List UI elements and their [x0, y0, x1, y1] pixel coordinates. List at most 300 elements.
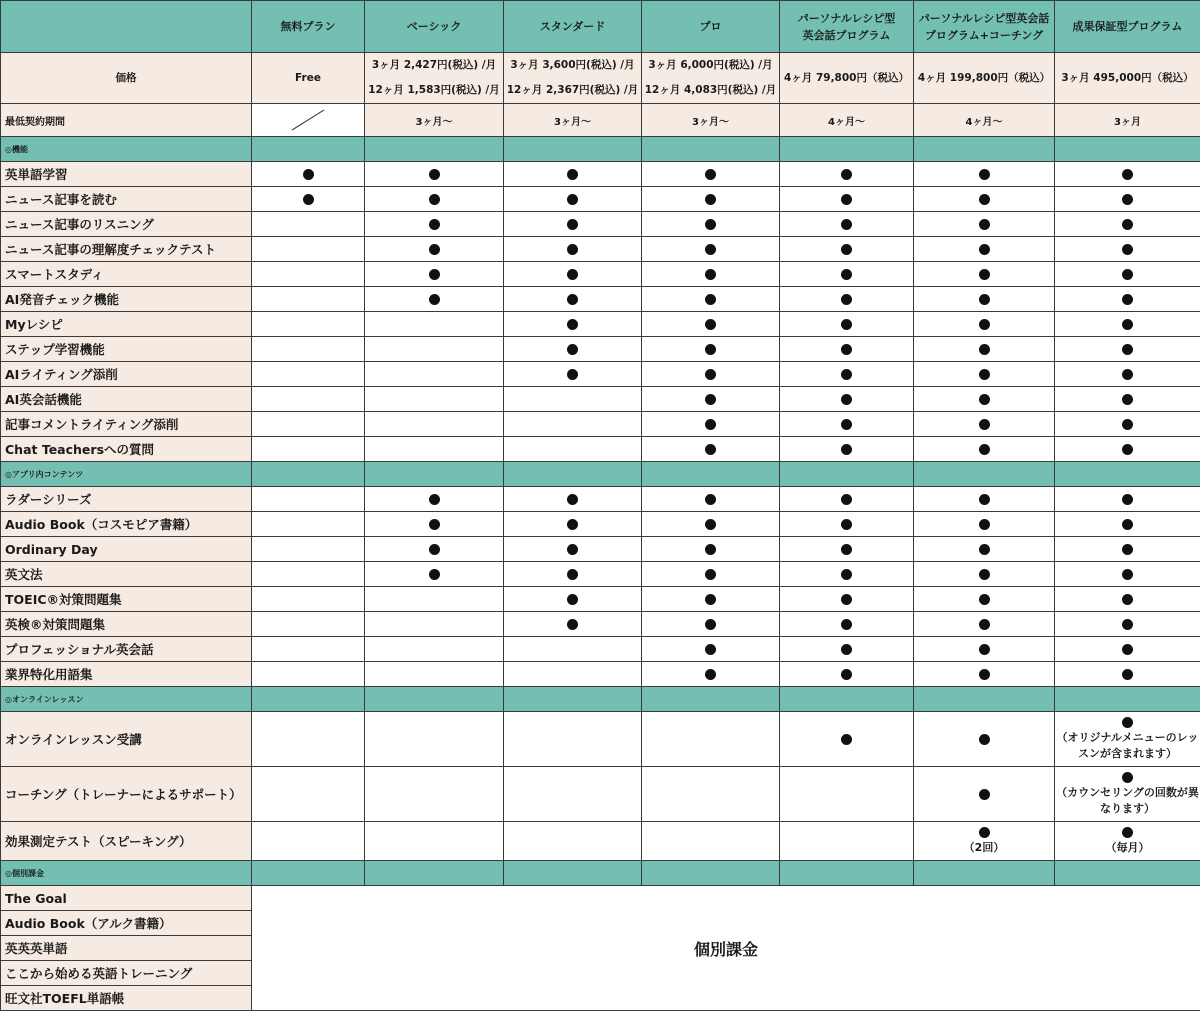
included-dot-icon — [841, 219, 852, 230]
included-dot-icon — [705, 569, 716, 580]
feature-cell — [1055, 162, 1200, 187]
feature-cell — [642, 712, 780, 767]
feature-label: 記事コメントライティング添削 — [1, 412, 252, 437]
included-dot-icon — [841, 519, 852, 530]
section-fill-cell — [914, 687, 1055, 712]
feature-cell — [642, 162, 780, 187]
feature-cell — [1055, 767, 1200, 822]
feature-cell — [642, 362, 780, 387]
section-header-row — [1, 462, 1200, 487]
feature-cell — [252, 587, 365, 612]
dot-wrap — [1055, 418, 1200, 430]
dot-wrap — [504, 318, 641, 330]
section-fill-cell — [365, 861, 504, 886]
feature-label: ニュース記事を読む — [1, 187, 252, 212]
included-dot-icon — [567, 344, 578, 355]
section-fill-cell — [780, 137, 914, 162]
section-fill-cell — [1055, 462, 1200, 487]
feature-cell — [252, 312, 365, 337]
dot-wrap — [780, 268, 913, 280]
feature-cell — [780, 612, 914, 637]
feature-label: Audio Book（コスモピア書籍） — [1, 512, 252, 537]
section-fill-cell — [780, 861, 914, 886]
dot-wrap — [914, 543, 1054, 555]
feature-cell — [504, 337, 642, 362]
price-results-guarantee: 3ヶ月 495,000円（税込） — [1055, 53, 1200, 104]
dot-wrap — [504, 518, 641, 530]
feature-cell — [504, 612, 642, 637]
table-row — [1, 822, 1200, 861]
dot-wrap — [780, 193, 913, 205]
feature-cell — [914, 587, 1055, 612]
price-personal-recipe-coaching: 4ヶ月 199,800円（税込） — [914, 53, 1055, 104]
included-dot-icon — [429, 244, 440, 255]
feature-cell — [504, 662, 642, 687]
feature-cell — [1055, 562, 1200, 587]
feature-cell — [252, 387, 365, 412]
feature-cell — [252, 437, 365, 462]
section-fill-cell — [504, 462, 642, 487]
dot-wrap — [365, 518, 503, 530]
feature-cell — [1055, 662, 1200, 687]
section-fill-cell — [780, 462, 914, 487]
min-term-label: 最低契約期間 — [1, 104, 252, 137]
feature-cell — [365, 612, 504, 637]
included-dot-icon — [429, 494, 440, 505]
price-pro: 3ヶ月 6,000円(税込) /月 12ヶ月 4,083円(税込) /月 — [642, 53, 780, 104]
table-row — [1, 162, 1200, 187]
feature-cell — [780, 487, 914, 512]
included-dot-icon — [979, 269, 990, 280]
feature-cell — [504, 362, 642, 387]
feature-cell — [504, 712, 642, 767]
included-dot-icon — [979, 619, 990, 630]
included-dot-icon — [429, 569, 440, 580]
included-dot-icon — [705, 619, 716, 630]
min-term-standard: 3ヶ月〜 — [504, 104, 642, 137]
feature-cell — [780, 712, 914, 767]
feature-cell — [504, 637, 642, 662]
table-row — [1, 387, 1200, 412]
included-dot-icon — [705, 219, 716, 230]
dot-wrap — [504, 218, 641, 230]
included-dot-icon — [841, 669, 852, 680]
feature-cell — [780, 822, 914, 861]
feature-cell — [365, 437, 504, 462]
dot-wrap — [780, 243, 913, 255]
dot-wrap — [780, 218, 913, 230]
individual-item-label: 英英英単語 — [1, 936, 252, 961]
dot-wrap — [780, 618, 913, 630]
section-fill-cell — [642, 861, 780, 886]
dot-wrap — [642, 368, 779, 380]
feature-cell — [365, 412, 504, 437]
included-dot-icon — [979, 369, 990, 380]
included-dot-icon — [979, 644, 990, 655]
included-dot-icon — [841, 294, 852, 305]
included-dot-icon — [1122, 369, 1133, 380]
section-fill-cell — [642, 462, 780, 487]
included-dot-icon — [841, 619, 852, 630]
feature-cell — [365, 162, 504, 187]
dot-wrap — [1055, 493, 1200, 505]
included-dot-icon — [705, 319, 716, 330]
included-dot-icon — [841, 644, 852, 655]
individual-item-label: Audio Book（アルク書籍） — [1, 911, 252, 936]
dot-wrap — [914, 788, 1054, 800]
feature-cell — [642, 337, 780, 362]
dot-wrap — [914, 243, 1054, 255]
included-dot-icon — [841, 319, 852, 330]
section-fill-cell — [365, 687, 504, 712]
included-dot-icon — [429, 294, 440, 305]
dot-wrap — [780, 568, 913, 580]
included-dot-icon — [705, 444, 716, 455]
included-dot-icon — [1122, 494, 1133, 505]
dot-wrap — [1055, 343, 1200, 355]
feature-note: （毎月） — [1105, 840, 1150, 854]
included-dot-icon — [979, 194, 990, 205]
feature-cell — [252, 287, 365, 312]
included-dot-icon — [841, 344, 852, 355]
dot-wrap — [365, 168, 503, 180]
feature-cell — [914, 262, 1055, 287]
feature-cell — [1055, 337, 1200, 362]
feature-cell — [252, 562, 365, 587]
feature-cell — [914, 412, 1055, 437]
dot-wrap — [914, 318, 1054, 330]
feature-cell — [642, 562, 780, 587]
section-title: ◎個別課金 — [1, 861, 252, 886]
plan-header-personal-recipe: パーソナルレシピ型 英会話プログラム — [780, 1, 914, 53]
feature-cell — [780, 562, 914, 587]
feature-cell — [642, 387, 780, 412]
included-dot-icon — [1122, 669, 1133, 680]
dot-wrap — [914, 218, 1054, 230]
dot-wrap — [642, 218, 779, 230]
feature-cell — [1055, 587, 1200, 612]
feature-label: AI発音チェック機能 — [1, 287, 252, 312]
feature-cell — [365, 767, 504, 822]
dot-wrap — [1055, 568, 1200, 580]
included-dot-icon — [1122, 644, 1133, 655]
table-row — [1, 337, 1200, 362]
included-dot-icon — [1122, 544, 1133, 555]
included-dot-icon — [979, 494, 990, 505]
table-row — [1, 262, 1200, 287]
included-dot-icon — [1122, 772, 1133, 783]
plan-header-free: 無料プラン — [252, 1, 365, 53]
feature-cell — [914, 662, 1055, 687]
section-fill-cell — [1055, 137, 1200, 162]
feature-cell — [1055, 712, 1200, 767]
feature-cell — [780, 362, 914, 387]
dot-wrap — [642, 668, 779, 680]
feature-label: オンラインレッスン受講 — [1, 712, 252, 767]
included-dot-icon — [705, 669, 716, 680]
header-corner-cell — [1, 1, 252, 53]
feature-cell — [780, 262, 914, 287]
not-applicable-slash-icon — [288, 108, 328, 132]
dot-wrap — [780, 418, 913, 430]
individual-item-label: 旺文社TOEFL単語帳 — [1, 986, 252, 1011]
feature-label: ステップ学習機能 — [1, 337, 252, 362]
table-row — [1, 612, 1200, 637]
feature-cell — [1055, 487, 1200, 512]
dot-wrap — [914, 168, 1054, 180]
section-header-row — [1, 861, 1200, 886]
min-term-pro: 3ヶ月〜 — [642, 104, 780, 137]
dot-wrap — [504, 568, 641, 580]
dot-wrap — [504, 293, 641, 305]
included-dot-icon — [429, 519, 440, 530]
dot-wrap — [914, 593, 1054, 605]
included-dot-icon — [979, 594, 990, 605]
feature-cell — [642, 487, 780, 512]
included-dot-icon — [567, 494, 578, 505]
price-basic: 3ヶ月 2,427円(税込) /月 12ヶ月 1,583円(税込) /月 — [365, 53, 504, 104]
feature-cell — [365, 822, 504, 861]
table-row — [1, 312, 1200, 337]
feature-cell — [780, 412, 914, 437]
dot-wrap — [642, 268, 779, 280]
feature-cell — [365, 312, 504, 337]
feature-cell — [252, 662, 365, 687]
dot-wrap — [642, 568, 779, 580]
feature-cell — [252, 767, 365, 822]
feature-cell — [1055, 312, 1200, 337]
included-dot-icon — [705, 244, 716, 255]
feature-cell — [252, 337, 365, 362]
feature-label: 英検®対策問題集 — [1, 612, 252, 637]
dot-wrap — [1055, 518, 1200, 530]
feature-cell — [914, 712, 1055, 767]
included-dot-icon — [429, 169, 440, 180]
table-row — [1, 287, 1200, 312]
section-fill-cell — [252, 137, 365, 162]
feature-label: TOEIC®対策問題集 — [1, 587, 252, 612]
dot-wrap — [1055, 772, 1200, 784]
feature-cell — [642, 822, 780, 861]
individual-item-label: The Goal — [1, 886, 252, 911]
feature-cell — [914, 637, 1055, 662]
section-header-row — [1, 137, 1200, 162]
included-dot-icon — [705, 494, 716, 505]
feature-cell — [252, 212, 365, 237]
included-dot-icon — [1122, 569, 1133, 580]
min-term-row — [1, 104, 1200, 137]
dot-wrap — [504, 243, 641, 255]
feature-cell — [252, 362, 365, 387]
table-row — [1, 187, 1200, 212]
dot-wrap — [780, 493, 913, 505]
section-fill-cell — [914, 137, 1055, 162]
feature-cell — [914, 562, 1055, 587]
dot-wrap — [1055, 243, 1200, 255]
feature-cell — [642, 637, 780, 662]
feature-cell — [642, 287, 780, 312]
included-dot-icon — [567, 194, 578, 205]
included-dot-icon — [979, 444, 990, 455]
feature-label: プロフェッショナル英会話 — [1, 637, 252, 662]
feature-cell — [914, 512, 1055, 537]
included-dot-icon — [1122, 444, 1133, 455]
included-dot-icon — [841, 494, 852, 505]
dot-wrap — [642, 443, 779, 455]
feature-cell — [642, 612, 780, 637]
included-dot-icon — [567, 219, 578, 230]
included-dot-icon — [979, 669, 990, 680]
dot-wrap — [642, 318, 779, 330]
feature-cell — [504, 767, 642, 822]
feature-cell — [642, 312, 780, 337]
feature-cell — [914, 237, 1055, 262]
dot-wrap — [1055, 218, 1200, 230]
feature-label: Myレシピ — [1, 312, 252, 337]
feature-cell — [780, 662, 914, 687]
feature-cell — [365, 712, 504, 767]
dot-wrap — [642, 293, 779, 305]
included-dot-icon — [1122, 419, 1133, 430]
feature-cell — [365, 187, 504, 212]
table-row — [1, 712, 1200, 767]
section-fill-cell — [365, 462, 504, 487]
dot-wrap — [780, 518, 913, 530]
dot-wrap — [914, 618, 1054, 630]
dot-wrap — [914, 418, 1054, 430]
dot-wrap — [504, 343, 641, 355]
feature-label: コーチング（トレーナーによるサポート） — [1, 767, 252, 822]
feature-cell — [504, 487, 642, 512]
dot-wrap — [780, 318, 913, 330]
feature-cell — [780, 637, 914, 662]
feature-label: 業界特化用語集 — [1, 662, 252, 687]
feature-cell — [1055, 387, 1200, 412]
section-fill-cell — [504, 861, 642, 886]
dot-wrap — [914, 733, 1054, 745]
feature-cell — [780, 587, 914, 612]
dot-wrap — [252, 193, 364, 205]
feature-cell — [504, 287, 642, 312]
dot-wrap — [365, 293, 503, 305]
included-dot-icon — [1122, 827, 1133, 838]
feature-cell — [780, 287, 914, 312]
price-label: 価格 — [1, 53, 252, 104]
feature-cell — [780, 312, 914, 337]
dot-wrap — [780, 668, 913, 680]
included-dot-icon — [705, 369, 716, 380]
dot-wrap — [1055, 668, 1200, 680]
dot-wrap — [504, 618, 641, 630]
feature-cell — [642, 587, 780, 612]
included-dot-icon — [567, 594, 578, 605]
dot-wrap — [642, 593, 779, 605]
feature-cell — [780, 387, 914, 412]
dot-wrap — [1055, 593, 1200, 605]
feature-cell — [252, 487, 365, 512]
dot-wrap — [504, 493, 641, 505]
dot-wrap — [914, 827, 1054, 839]
feature-cell — [365, 587, 504, 612]
table-row — [1, 412, 1200, 437]
dot-wrap — [642, 243, 779, 255]
feature-cell — [252, 412, 365, 437]
feature-cell — [365, 387, 504, 412]
included-dot-icon — [841, 569, 852, 580]
included-dot-icon — [1122, 344, 1133, 355]
feature-cell — [1055, 637, 1200, 662]
dot-wrap — [1055, 193, 1200, 205]
table-body — [1, 1, 1200, 1011]
included-dot-icon — [1122, 519, 1133, 530]
included-dot-icon — [705, 519, 716, 530]
included-dot-icon — [705, 294, 716, 305]
feature-cell — [252, 822, 365, 861]
dot-wrap — [504, 368, 641, 380]
included-dot-icon — [1122, 619, 1133, 630]
price-row — [1, 53, 1200, 104]
included-dot-icon — [567, 169, 578, 180]
feature-cell — [1055, 437, 1200, 462]
feature-cell — [252, 512, 365, 537]
section-fill-cell — [1055, 687, 1200, 712]
feature-label: ニュース記事の理解度チェックテスト — [1, 237, 252, 262]
included-dot-icon — [303, 194, 314, 205]
plan-header-standard: スタンダード — [504, 1, 642, 53]
plan-header-basic: ベーシック — [365, 1, 504, 53]
feature-cell — [365, 637, 504, 662]
feature-cell — [1055, 237, 1200, 262]
dot-wrap — [504, 193, 641, 205]
included-dot-icon — [705, 594, 716, 605]
table-row — [1, 437, 1200, 462]
feature-cell — [365, 537, 504, 562]
feature-cell — [252, 237, 365, 262]
individual-item-label: ここから始める英語トレーニング — [1, 961, 252, 986]
included-dot-icon — [1122, 594, 1133, 605]
included-dot-icon — [705, 644, 716, 655]
dot-wrap — [1055, 827, 1200, 839]
feature-cell — [252, 637, 365, 662]
feature-cell — [1055, 822, 1200, 861]
section-fill-cell — [252, 861, 365, 886]
feature-cell — [914, 612, 1055, 637]
feature-label: ニュース記事のリスニング — [1, 212, 252, 237]
table-row — [1, 537, 1200, 562]
included-dot-icon — [1122, 244, 1133, 255]
feature-cell — [1055, 362, 1200, 387]
feature-cell — [365, 487, 504, 512]
feature-cell — [642, 212, 780, 237]
feature-label: AIライティング添削 — [1, 362, 252, 387]
feature-cell — [504, 262, 642, 287]
feature-cell — [365, 287, 504, 312]
section-fill-cell — [914, 462, 1055, 487]
dot-wrap — [1055, 268, 1200, 280]
feature-cell — [914, 212, 1055, 237]
dot-wrap — [642, 518, 779, 530]
feature-cell — [1055, 287, 1200, 312]
feature-cell — [1055, 537, 1200, 562]
included-dot-icon — [705, 344, 716, 355]
section-fill-cell — [504, 137, 642, 162]
feature-cell — [780, 767, 914, 822]
dot-wrap — [780, 733, 913, 745]
dot-wrap — [365, 568, 503, 580]
dot-wrap — [504, 168, 641, 180]
feature-cell — [1055, 262, 1200, 287]
included-dot-icon — [841, 544, 852, 555]
